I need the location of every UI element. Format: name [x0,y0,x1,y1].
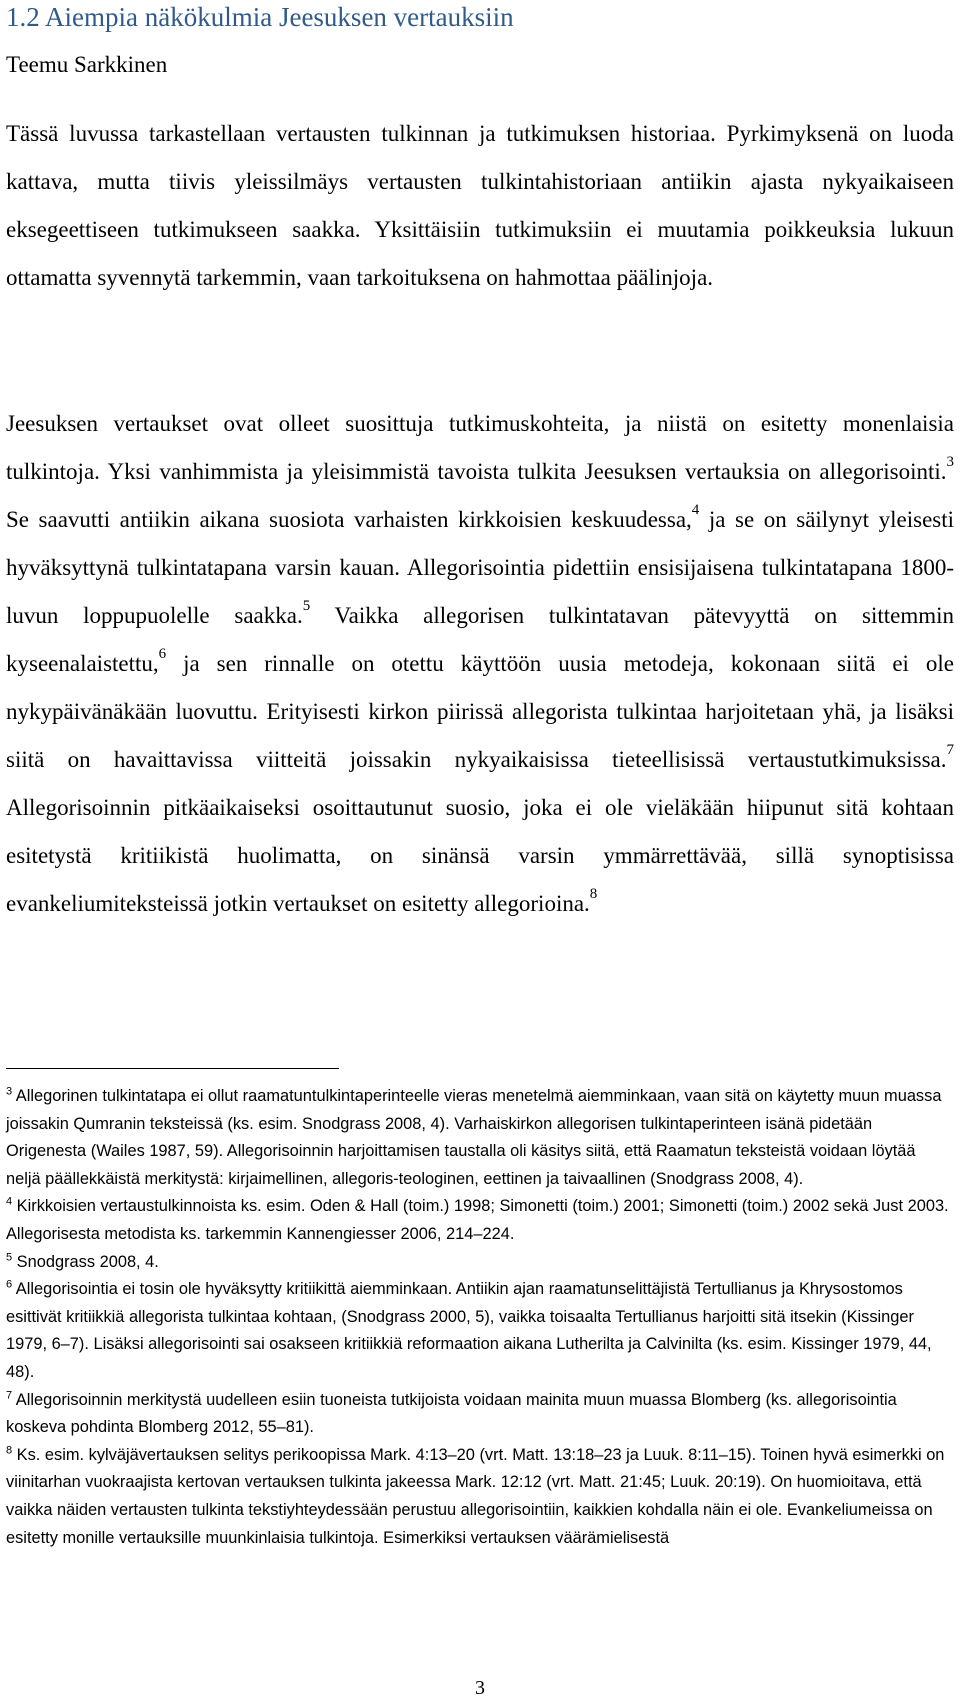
footnote-ref-3[interactable]: 3 [946,454,954,471]
footnote-text: Snodgrass 2008, 4. [12,1252,159,1271]
footnote-number: 3 [6,1085,13,1098]
footnote-separator [6,1068,339,1069]
footnote-text: Allegorinen tulkintatapa ei ollut raamatuntulkintaperinteelle vieras menetelmä aiemminkaan, vaan sitä on käytetty muun muassa joissakin Qumranin teksteissä (ks. esim. Snodgrass 2008, 4). Varhaiskirkon allegorisen tulkintaperinteen isänä pidetään Origenesta (Wailes 1987, 59). Allegorisoinnin harjoittamisen taustalla oli käsitys siitä, että Raamatun teksteistä voidaan löytää neljä päällekkäistä merkitystä: kirjaimellinen, allegoris-teologinen, eettinen ja taivaallinen (Snodgrass 2008, 4). [6,1087,942,1188]
footnote-ref-7[interactable]: 7 [946,742,954,759]
footnote-number: 8 [6,1444,13,1457]
footnote-ref-4[interactable]: 4 [691,502,700,519]
body-paragraph-1: Tässä luvussa tarkastellaan vertausten tulkinnan ja tutkimuksen historiaa. Pyrkimyksenä on luoda kattava, mutta tiivis yleissilmäys vertausten tulkintahistoriaan antiikin ajasta nykyaikaiseen eksegeettiseen tutkimukseen saakka. Yksittäisiin tutkimuksiin ei muutamia poikkeuksia lukuun ottamatta syvennytä tarkemmin, vaan tarkoituksena on hahmottaa päälinjoja. [6,121,954,290]
footnote-4 [6,1193,954,1248]
footnote-number: 4 [6,1195,13,1208]
page-number: 3 [475,1677,485,1699]
footnote-text: Allegorisointia ei tosin ole hyväksytty kritiikittä aiemminkaan. Antiikin ajan raamatunselittäjistä Tertullianus ja Khrysostomos esittivät kritiikkiä allegorista tulkintaa kohtaan, (Snodgrass 2000, 5), vaikka toisaalta Tertullianus harjoitti sitä itsekin (Kissinger 1979, 6–7). Lisäksi allegorisointi sai osakseen kritiikkiä reformaation aikana Lutherilta ja Calvinilta (ks. esim. Kissinger 1979, 44, 48). [6,1280,932,1381]
footnote-3 [6,1083,954,1193]
footnote-5 [6,1249,954,1277]
footnote-text: Kirkkoisien vertaustulkinnoista ks. esim. Oden & Hall (toim.) 1998; Simonetti (toim.) 2001; Simonetti (toim.) 2002 sekä Just 2003. Allegorisesta metodista ks. tarkemmin Kannengiesser 2006, 214–224. [6,1197,949,1243]
footnote-8 [6,1442,954,1552]
footnote-ref-8[interactable]: 8 [589,886,598,903]
paragraph-text: ja sen rinnalle on otettu käyttöön uusia metodeja, kokonaan siitä ei ole nykypäivänäkään luovuttu. Erityisesti kirkon piirissä allegorista tulkintaa harjoitetaan yhä, ja lisäksi siitä on havaittavissa viitteitä joissakin nykyaikaisissa tieteellisissä vertaustutkimuksissa. [6,651,954,772]
footnote-number: 5 [6,1251,13,1264]
paragraph-text: Jeesuksen vertaukset ovat olleet suosittuja tutkimuskohteita, ja niistä on esitetty monenlaisia tulkintoja. Yksi vanhimmista ja yleisimmistä tavoista tulkita Jeesuksen vertauksia on allegorisointi. [6,411,954,484]
paragraph-text: ja se on säilynyt yleisesti hyväksyttynä tulkintatapana varsin kauan. Allegorisointia pidettiin ensisijaisena tulkintatapana 1800-luvun loppupuolelle saakka. [6,507,955,628]
footnotes [6,1083,954,1552]
footnote-number: 6 [6,1278,13,1291]
paragraph-text: Vaikka allegorisen tulkintatavan pätevyyttä on sittemmin kyseenalaistettu, [6,603,954,676]
footnote-text: Ks. esim. kylväjävertauksen selitys perikoopissa Mark. 4:13–20 (vrt. Matt. 13:18–23 ja Luuk. 8:11–15). Toinen hyvä esimerkki on viinitarhan vuokraajista kertovan vertauksen tulkinta jakeessa Mark. 12:12 (vrt. Matt. 21:45; Luuk. 20:19). On huomioitava, että vaikka näiden vertausten tulkinta tekstiyhteydessään perustuu allegorisointiin, kaikkien kohdalla näin ei ole. Evankeliumeissa on esitetty monille vertauksille muunkinlaisia tulkintoja. Esimerkiksi vertauksen väärämielisestä [6,1445,945,1547]
footnote-text: Allegorisoinnin merkitystä uudelleen esiin tuoneista tutkijoista voidaan mainita muun muassa Blomberg (ks. allegorisointia koskeva pohdinta Blomberg 2012, 55–81). [6,1390,897,1437]
footnote-7 [6,1387,954,1442]
author-name: Teemu Sarkkinen [6,52,168,77]
body-paragraph-2 [6,400,954,928]
footnote-ref-5[interactable]: 5 [302,598,311,615]
footnote-ref-6[interactable]: 6 [158,646,167,663]
footnote-6 [6,1276,954,1386]
section-heading: 1.2 Aiempia näkökulmia Jeesuksen vertauksiin [6,2,514,32]
paragraph-text: Allegorisoinnin pitkäaikaiseksi osoittautunut suosio, joka ei ole vieläkään hiipunut sitä kohtaan esitetystä kritiikistä huolimatta, on sinänsä varsin ymmärrettävää, sillä synoptisissa evankeliumiteksteissä jotkin vertaukset on esitetty allegorioina. [6,795,954,916]
footnote-number: 7 [6,1389,13,1402]
paragraph-text: Se saavutti antiikin aikana suosiota varhaisten kirkkoisien keskuudessa, [6,507,692,532]
